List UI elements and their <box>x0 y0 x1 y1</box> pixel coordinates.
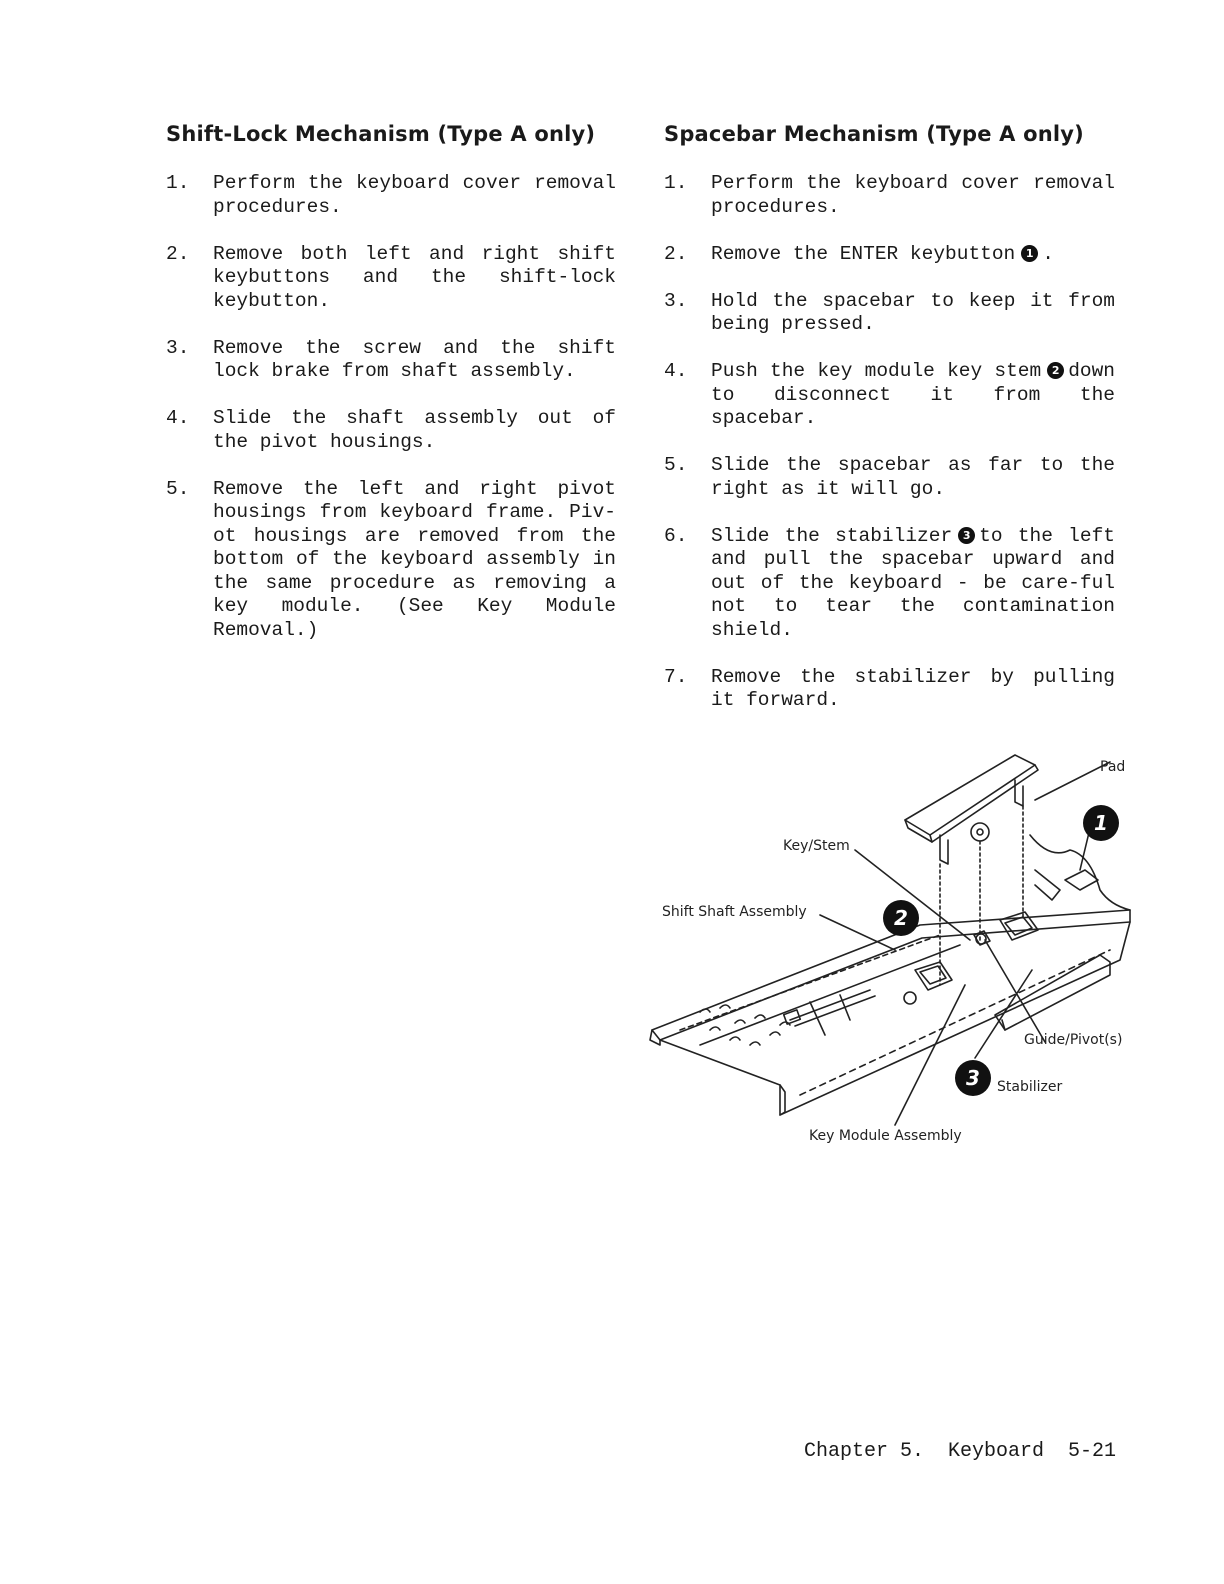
callout-1-icon: 1 <box>1021 245 1038 262</box>
step-text: Remove the stabilizer by pulling it forward. <box>711 665 1115 711</box>
step-number: 2. <box>664 242 688 265</box>
step-number: 4. <box>664 360 688 382</box>
step-text <box>711 525 1115 643</box>
list-item <box>166 478 616 643</box>
list-item <box>664 666 1115 713</box>
step-text: Slide the spacebar as far to the right as it will go. <box>711 454 1115 500</box>
callout-3-badge: 3 <box>955 1060 991 1096</box>
step-number: 2. <box>166 242 190 265</box>
step-text-before: Remove the ENTER keybutton <box>711 242 1016 265</box>
step-text-after: to the left and pull the spacebar upward and out of the keyboard - be care-ful not to tear the contamination shield. <box>711 524 1115 641</box>
step-text: Slide the shaft assembly out of the pivot housings. <box>213 407 616 453</box>
step-number: 1. <box>166 172 190 194</box>
step-number: 6. <box>664 524 688 547</box>
stabilizer-label: Stabilizer <box>997 1079 1063 1095</box>
list-item <box>664 360 1115 431</box>
list-item <box>166 172 616 219</box>
list-item <box>664 172 1115 219</box>
step-text: Perform the keyboard cover removal procedures. <box>711 172 1115 218</box>
list-item <box>664 454 1115 501</box>
step-text <box>711 360 1115 431</box>
step-text: Remove the left and right pivot housings from keyboard frame. Piv-ot housings are removed from the bottom of the keyboard assembly in the same procedure as removing a key module. (See Key Module Removal.) <box>213 477 616 641</box>
list-item <box>664 290 1115 337</box>
step-text-after: down to disconnect it from the spacebar. <box>711 360 1115 429</box>
step-text-after: . <box>1042 242 1054 265</box>
step-text: Perform the keyboard cover removal procedures. <box>213 172 616 218</box>
step-number: 3. <box>166 336 190 359</box>
step-number: 5. <box>166 477 190 500</box>
right-steps-list <box>664 172 1115 736</box>
keyboard-frame-drawing <box>640 740 1160 1160</box>
step-text: Remove both left and right shift keybuttons and the shift-lock keybutton. <box>213 242 616 312</box>
page-footer: Chapter 5. Keyboard 5-21 <box>803 1440 1116 1463</box>
key-stem-label: Key/Stem <box>783 838 850 854</box>
step-text: Remove the screw and the shift lock brake from shaft assembly. <box>213 336 616 382</box>
left-steps-list <box>166 172 616 666</box>
callout-2-icon: 2 <box>1047 362 1064 379</box>
list-item <box>166 243 616 314</box>
key-module-assembly-label: Key Module Assembly <box>809 1128 962 1144</box>
list-item <box>664 525 1115 643</box>
guide-pivot-label: Guide/Pivot(s) <box>1024 1032 1123 1048</box>
spacebar-mechanism-figure <box>640 740 1160 1160</box>
list-item <box>166 337 616 384</box>
step-text-before: Slide the stabilizer <box>711 524 953 547</box>
step-number: 5. <box>664 454 688 476</box>
callout-2-badge: 2 <box>883 900 919 936</box>
step-number: 4. <box>166 407 190 429</box>
pad-label: Pad <box>1100 759 1126 775</box>
step-number: 3. <box>664 289 688 312</box>
step-text: Hold the spacebar to keep it from being pressed. <box>711 289 1115 335</box>
left-section-title: Shift-Lock Mechanism (Type A only) <box>166 122 596 146</box>
shift-shaft-assembly-label: Shift Shaft Assembly <box>662 904 807 920</box>
step-number: 7. <box>664 665 688 688</box>
step-number: 1. <box>664 172 688 194</box>
list-item <box>664 243 1115 267</box>
list-item <box>166 407 616 454</box>
callout-1-badge: 1 <box>1083 805 1119 841</box>
step-text-before: Push the key module key stem <box>711 360 1042 382</box>
callout-3-icon: 3 <box>958 527 975 544</box>
right-section-title: Spacebar Mechanism (Type A only) <box>664 122 1084 146</box>
step-text <box>711 243 1115 267</box>
